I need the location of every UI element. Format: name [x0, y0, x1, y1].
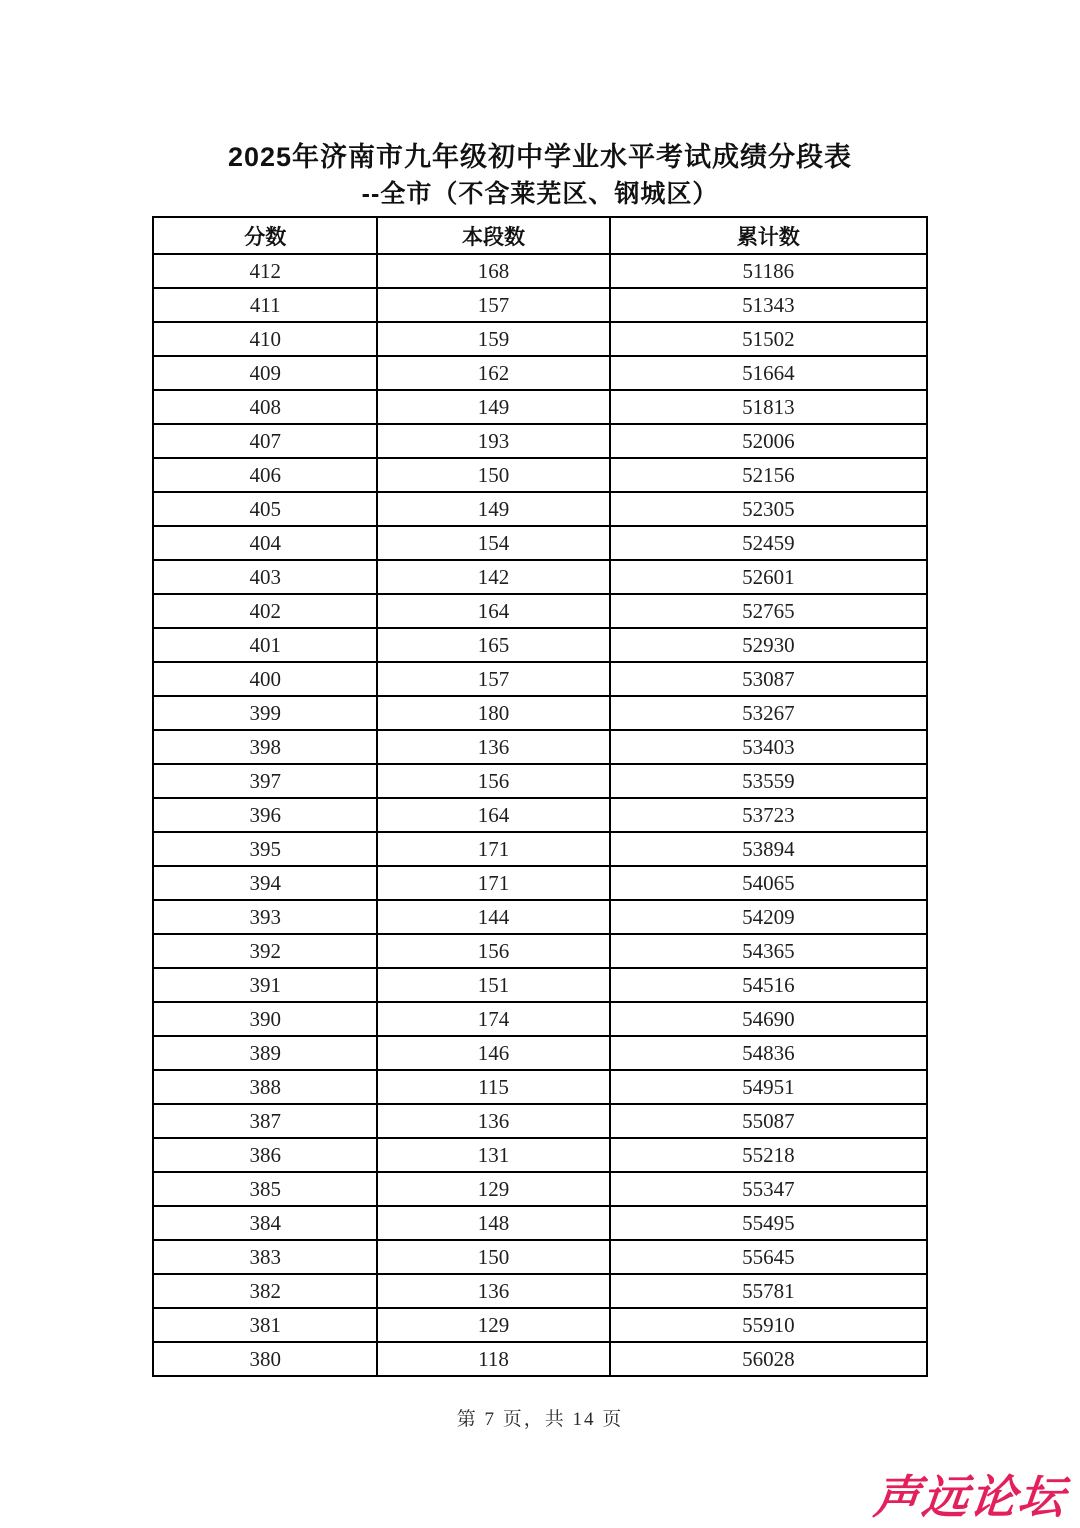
table-cell: 174 — [377, 1002, 609, 1036]
table-cell: 53723 — [610, 798, 927, 832]
table-cell: 54836 — [610, 1036, 927, 1070]
table-cell: 131 — [377, 1138, 609, 1172]
table-cell: 52305 — [610, 492, 927, 526]
table-cell: 52765 — [610, 594, 927, 628]
table-cell: 180 — [377, 696, 609, 730]
table-cell: 55781 — [610, 1274, 927, 1308]
table-cell: 398 — [153, 730, 377, 764]
table-cell: 55218 — [610, 1138, 927, 1172]
table-cell: 154 — [377, 526, 609, 560]
table-cell: 55087 — [610, 1104, 927, 1138]
table-cell: 162 — [377, 356, 609, 390]
table-cell: 55347 — [610, 1172, 927, 1206]
table-cell: 392 — [153, 934, 377, 968]
table-row — [153, 1172, 927, 1206]
table-cell: 54951 — [610, 1070, 927, 1104]
table-cell: 387 — [153, 1104, 377, 1138]
table-cell: 412 — [153, 254, 377, 288]
table-row — [153, 1002, 927, 1036]
table-row — [153, 628, 927, 662]
table-cell: 54516 — [610, 968, 927, 1002]
table-cell: 156 — [377, 764, 609, 798]
table-row — [153, 390, 927, 424]
table-cell: 54065 — [610, 866, 927, 900]
table-cell: 146 — [377, 1036, 609, 1070]
table-row — [153, 934, 927, 968]
table-cell: 51813 — [610, 390, 927, 424]
table-row — [153, 662, 927, 696]
table-cell: 142 — [377, 560, 609, 594]
table-cell: 52601 — [610, 560, 927, 594]
table-cell: 150 — [377, 458, 609, 492]
table-cell: 384 — [153, 1206, 377, 1240]
table-cell: 118 — [377, 1342, 609, 1376]
document-header — [0, 138, 1080, 213]
table-cell: 193 — [377, 424, 609, 458]
table-cell: 149 — [377, 390, 609, 424]
table-cell: 54365 — [610, 934, 927, 968]
table-row — [153, 1240, 927, 1274]
table-cell: 390 — [153, 1002, 377, 1036]
table-row — [153, 730, 927, 764]
table-cell: 401 — [153, 628, 377, 662]
table-cell: 393 — [153, 900, 377, 934]
table-cell: 56028 — [610, 1342, 927, 1376]
table-cell: 388 — [153, 1070, 377, 1104]
table-row — [153, 1342, 927, 1376]
table-row — [153, 1036, 927, 1070]
table-cell: 52156 — [610, 458, 927, 492]
table-cell: 382 — [153, 1274, 377, 1308]
table-cell: 386 — [153, 1138, 377, 1172]
table-cell: 164 — [377, 594, 609, 628]
table-cell: 151 — [377, 968, 609, 1002]
table-cell: 406 — [153, 458, 377, 492]
table-cell: 411 — [153, 288, 377, 322]
table-row — [153, 254, 927, 288]
table-row — [153, 764, 927, 798]
table-cell: 129 — [377, 1172, 609, 1206]
table-cell: 395 — [153, 832, 377, 866]
table-row — [153, 1206, 927, 1240]
table-cell: 400 — [153, 662, 377, 696]
table-row — [153, 322, 927, 356]
table-cell: 383 — [153, 1240, 377, 1274]
table-cell: 410 — [153, 322, 377, 356]
table-cell: 380 — [153, 1342, 377, 1376]
table-cell: 165 — [377, 628, 609, 662]
table-body — [153, 254, 927, 1376]
document-title: 2025年济南市九年级初中学业水平考试成绩分段表 — [227, 142, 853, 172]
table-cell: 55645 — [610, 1240, 927, 1274]
table-cell: 53087 — [610, 662, 927, 696]
column-header-segment-count: 本段数 — [377, 217, 609, 254]
table-cell: 409 — [153, 356, 377, 390]
table-row — [153, 900, 927, 934]
table-cell: 407 — [153, 424, 377, 458]
table-cell: 53559 — [610, 764, 927, 798]
table-cell: 129 — [377, 1308, 609, 1342]
table-cell: 171 — [377, 866, 609, 900]
column-header-score: 分数 — [153, 217, 377, 254]
table-cell: 157 — [377, 662, 609, 696]
table-row — [153, 696, 927, 730]
table-cell: 394 — [153, 866, 377, 900]
table-cell: 399 — [153, 696, 377, 730]
table-cell: 51502 — [610, 322, 927, 356]
table-cell: 389 — [153, 1036, 377, 1070]
table-row — [153, 560, 927, 594]
table-cell: 115 — [377, 1070, 609, 1104]
table-cell: 148 — [377, 1206, 609, 1240]
table-cell: 51186 — [610, 254, 927, 288]
table-cell: 171 — [377, 832, 609, 866]
table-cell: 53894 — [610, 832, 927, 866]
table-cell: 164 — [377, 798, 609, 832]
table-cell: 54690 — [610, 1002, 927, 1036]
table-cell: 136 — [377, 1274, 609, 1308]
table-cell: 52930 — [610, 628, 927, 662]
table-row — [153, 968, 927, 1002]
table-cell: 397 — [153, 764, 377, 798]
table-cell: 381 — [153, 1308, 377, 1342]
table-row — [153, 492, 927, 526]
table-cell: 52459 — [610, 526, 927, 560]
table-cell: 149 — [377, 492, 609, 526]
table-cell: 385 — [153, 1172, 377, 1206]
table-row — [153, 424, 927, 458]
table-cell: 405 — [153, 492, 377, 526]
document-subtitle: --全市（不含莱芜区、钢城区） — [361, 180, 719, 208]
table-row — [153, 1308, 927, 1342]
table-cell: 156 — [377, 934, 609, 968]
table-cell: 54209 — [610, 900, 927, 934]
table-cell: 136 — [377, 730, 609, 764]
table-cell: 159 — [377, 322, 609, 356]
table-cell: 55910 — [610, 1308, 927, 1342]
table-header-row — [153, 217, 927, 254]
table-cell: 55495 — [610, 1206, 927, 1240]
table-row — [153, 1138, 927, 1172]
table-cell: 52006 — [610, 424, 927, 458]
table-cell: 144 — [377, 900, 609, 934]
table-cell: 157 — [377, 288, 609, 322]
table-cell: 396 — [153, 798, 377, 832]
table-cell: 150 — [377, 1240, 609, 1274]
table-cell: 53403 — [610, 730, 927, 764]
table-row — [153, 1104, 927, 1138]
table-row — [153, 1274, 927, 1308]
table-row — [153, 594, 927, 628]
table-row — [153, 798, 927, 832]
forum-watermark-logo: 声远论坛 — [871, 1471, 1069, 1523]
table-cell: 51664 — [610, 356, 927, 390]
table-cell: 403 — [153, 560, 377, 594]
table-cell: 402 — [153, 594, 377, 628]
column-header-cumulative-count: 累计数 — [610, 217, 927, 254]
table-cell: 391 — [153, 968, 377, 1002]
table-row — [153, 526, 927, 560]
table-cell: 408 — [153, 390, 377, 424]
table-row — [153, 832, 927, 866]
page-number-footer: 第 7 页，共 14 页 — [456, 1409, 624, 1430]
table-row — [153, 458, 927, 492]
table-cell: 168 — [377, 254, 609, 288]
score-distribution-table — [152, 216, 928, 1377]
table-cell: 136 — [377, 1104, 609, 1138]
table-cell: 404 — [153, 526, 377, 560]
table-row — [153, 866, 927, 900]
table-row — [153, 1070, 927, 1104]
table-cell: 51343 — [610, 288, 927, 322]
table-cell: 53267 — [610, 696, 927, 730]
table-row — [153, 288, 927, 322]
table-row — [153, 356, 927, 390]
